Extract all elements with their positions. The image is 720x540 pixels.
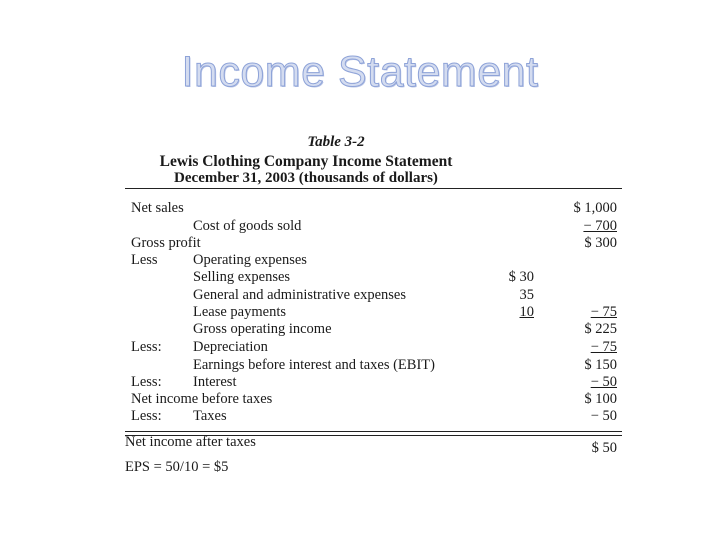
top-rule: [125, 188, 622, 189]
row-item: Operating expenses: [193, 252, 307, 268]
table-heading-date: December 31, 2003 (thousands of dollars): [174, 170, 438, 186]
bottom-rule: [125, 431, 622, 432]
table-row: [122, 304, 622, 321]
row-item: Depreciation: [193, 339, 268, 355]
row-total: $ 1,000: [573, 200, 617, 216]
table-row: [122, 339, 622, 356]
table-row: [122, 235, 622, 252]
row-item: Taxes: [193, 408, 227, 424]
table-row: [122, 321, 622, 338]
row-item: Cost of goods sold: [193, 218, 302, 234]
row-label: Less: [131, 252, 158, 268]
row-label: Net income before taxes: [131, 391, 273, 407]
table-row: [122, 287, 622, 304]
net-income-row: [122, 434, 622, 456]
row-item: Interest: [193, 374, 237, 390]
eps-formula: EPS = 50/10 = $5: [125, 459, 229, 475]
table-row: [122, 357, 622, 374]
row-item: Selling expenses: [193, 269, 291, 285]
row-total: $ 300: [584, 235, 617, 251]
table-caption: Table 3-2: [307, 134, 365, 150]
slide-title: Income Statement: [181, 48, 539, 96]
row-total: − 50: [590, 374, 617, 390]
row-item: Earnings before interest and taxes (EBIT): [193, 357, 435, 373]
row-total: − 700: [583, 218, 617, 234]
row-item: Lease payments: [193, 304, 287, 320]
table-row: [122, 408, 622, 425]
row-total: $ 100: [584, 391, 617, 407]
income-statement-table: [122, 128, 622, 475]
row-label: Less:: [131, 339, 162, 355]
table-row: [122, 374, 622, 391]
row-label: Gross profit: [131, 235, 201, 251]
table-row: [122, 200, 622, 217]
row-subamount: 10: [519, 304, 534, 320]
row-total: − 50: [590, 408, 617, 424]
table-row: [122, 252, 622, 269]
row-subamount: $ 30: [508, 269, 534, 285]
net-income-value: $ 50: [591, 440, 617, 456]
row-total: $ 150: [584, 357, 617, 373]
table-heading-company: Lewis Clothing Company Income Statement: [159, 153, 453, 170]
table-row: [122, 218, 622, 235]
net-income-label: Net income after taxes: [125, 434, 256, 450]
row-total: − 75: [590, 339, 617, 355]
row-label: Less:: [131, 408, 162, 424]
eps-row: [122, 459, 622, 476]
row-label: Less:: [131, 374, 162, 390]
row-item: General and administrative expenses: [193, 287, 406, 303]
table-row: [122, 391, 622, 408]
row-total: − 75: [590, 304, 617, 320]
table-row: [122, 269, 622, 286]
row-total: $ 225: [584, 321, 617, 337]
row-label: Net sales: [131, 200, 184, 216]
row-subamount: 35: [519, 287, 534, 303]
row-item: Gross operating income: [193, 321, 332, 337]
